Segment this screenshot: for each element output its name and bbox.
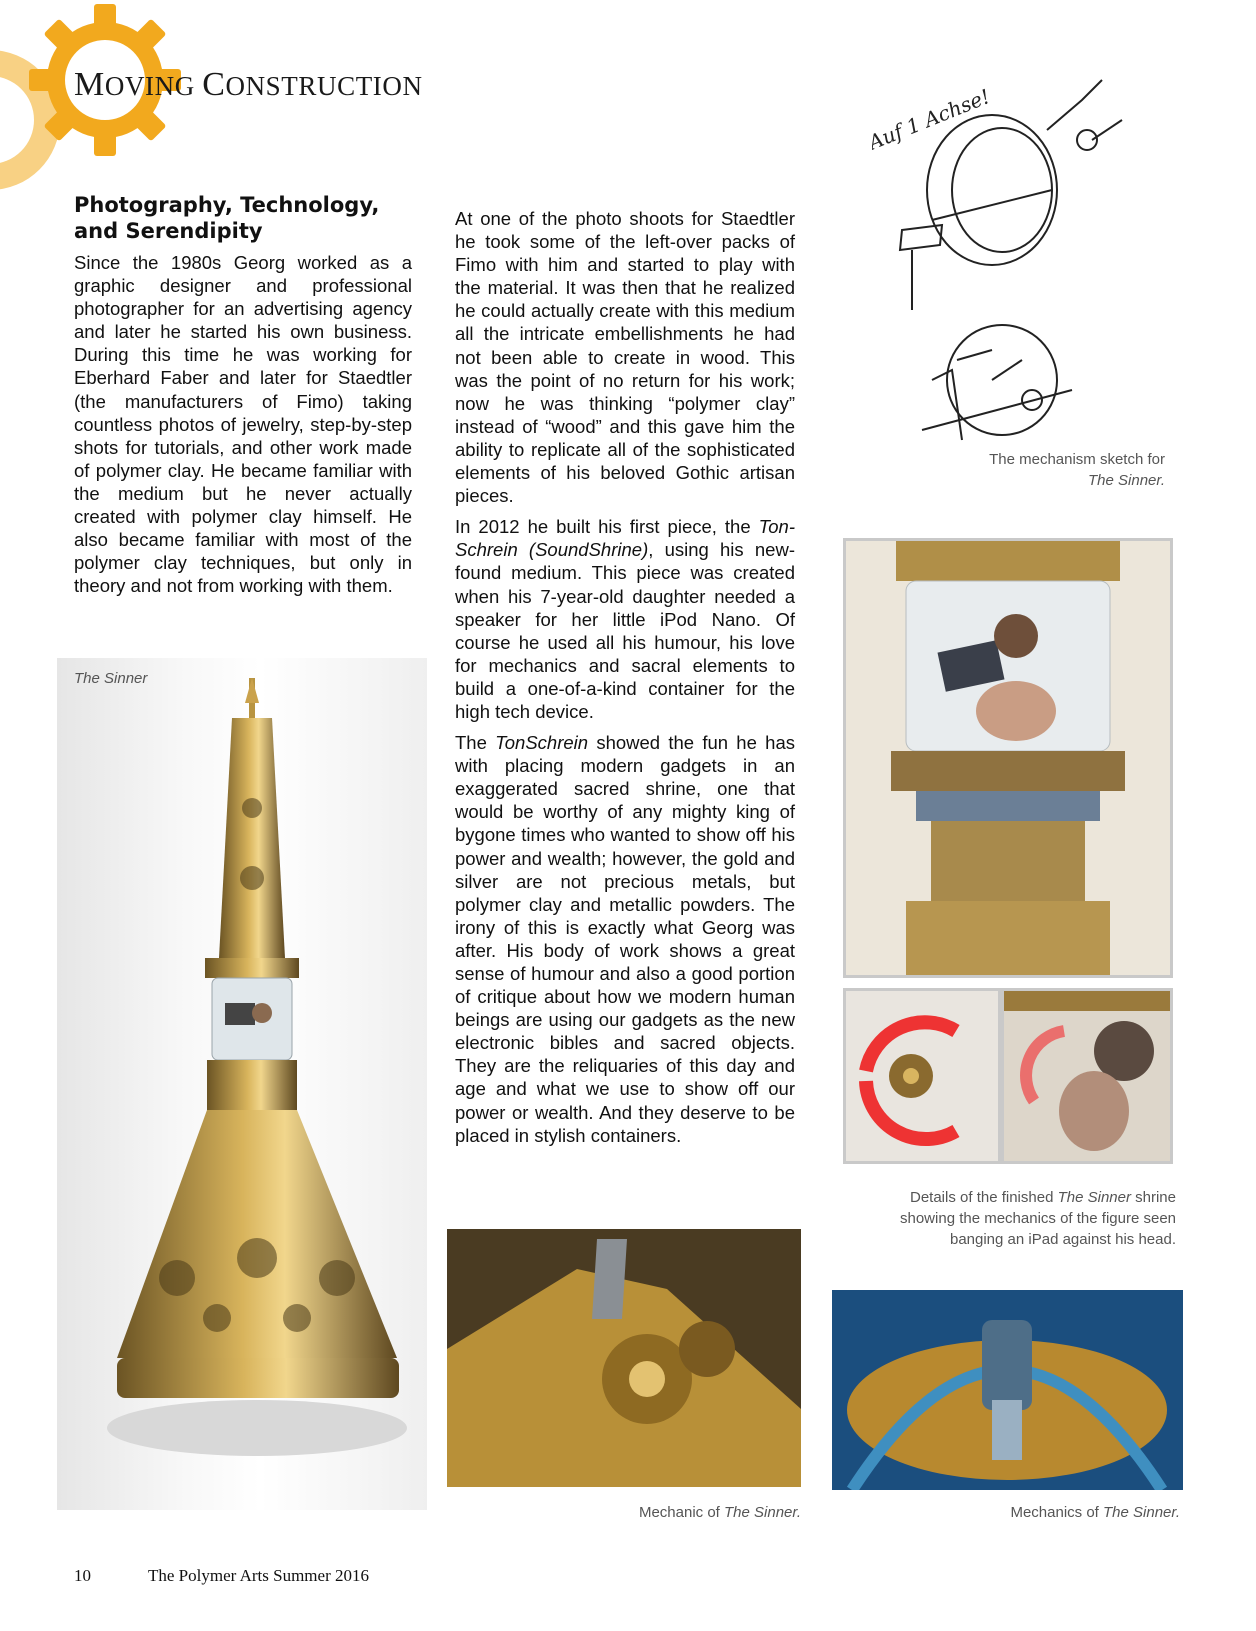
paragraph: In 2012 he built his first piece, the TonSchrein (SoundShrine), using his newfound medium. This piece was created when his 7-year-old daughter needed a speaker for her little iPod Nano. Of course he used all his humour, his love for mechanics and sacral elements to build a one-of-a-kind container for the high tech device. — [455, 516, 795, 722]
mechanic-caption-1: Mechanic of The Sinner. — [638, 1504, 801, 1521]
publication-name: The Polymer Arts Summer 2016 — [148, 1566, 369, 1585]
sinner-photo — [57, 658, 427, 1510]
mechanics-detail-photo-2 — [1001, 988, 1173, 1164]
sinner-photo-label: The Sinner — [74, 670, 148, 687]
mechanic-caption-2: Mechanics of The Sinner. — [1010, 1504, 1180, 1521]
details-caption: Details of the finished The Sinner shrine showing the mechanics of the figure seen banging an iPad against his head. — [900, 1189, 1176, 1248]
mechanic-photo-1 — [447, 1229, 801, 1487]
paragraph: At one of the photo shoots for Staedtler he took some of the left-over packs of Fimo with him and started to play with the material. It was then that he realized he could actually create with this medium all the intricate embellishments he had not been able to create in wood. This was the point of no return for his work; now he was thinking “polymer clay” instead of “wood” and this gave him the ability to replicate all of the sophisticated elements of his beloved Gothic artisan pieces. — [455, 208, 795, 507]
sketch-caption: The mechanism sketch for The Sinner. — [989, 451, 1165, 489]
article-headline: Photography, Technology, and Serendipity — [74, 193, 380, 243]
sketch-text: Auf 1 Achse! — [872, 84, 994, 155]
mechanic-photo-2 — [832, 1290, 1183, 1490]
page-number: 10 — [74, 1566, 91, 1585]
shrine-figure-photo — [843, 538, 1173, 978]
section-title: MOVING CONSTRUCTION — [74, 66, 423, 103]
mechanism-sketch — [872, 60, 1142, 465]
paragraph: The TonSchrein showed the fun he has with placing modern gadgets in an exaggerated sacred shrine, one that would be worthy of any mighty king of bygone times who wanted to show off his power and wealth; however, the gold and silver are not precious metals, but polymer clay and metallic powders. The irony of this is exactly what Georg was after. His body of work shows a great sense of humour and also a good portion of critique about how we modern human beings are using our gadgets as the new electronic bibles and sacred objects. They are the reliquaries of this day and age and what we use to show off our power or wealth. And they deserve to be placed in stylish containers. — [455, 732, 795, 1146]
article-column-1 — [74, 251, 412, 605]
mechanics-detail-photo-1 — [843, 988, 1001, 1164]
paragraph: Since the 1980s Georg worked as a graphic designer and professional photographer for an advertising agency and later he started his own business. During this time he was working for Eberhard Faber and later for Staedtler (the manufacturers of Fimo) taking countless photos of jewelry, step-by-step shots for tutorials, and other work made of polymer clay. He became familiar with the medium but he never actually created with polymer clay himself. He also became familiar with most of the polymer clay techniques, but only in theory and not from working with them. — [74, 252, 412, 597]
article-column-2 — [455, 207, 795, 1155]
